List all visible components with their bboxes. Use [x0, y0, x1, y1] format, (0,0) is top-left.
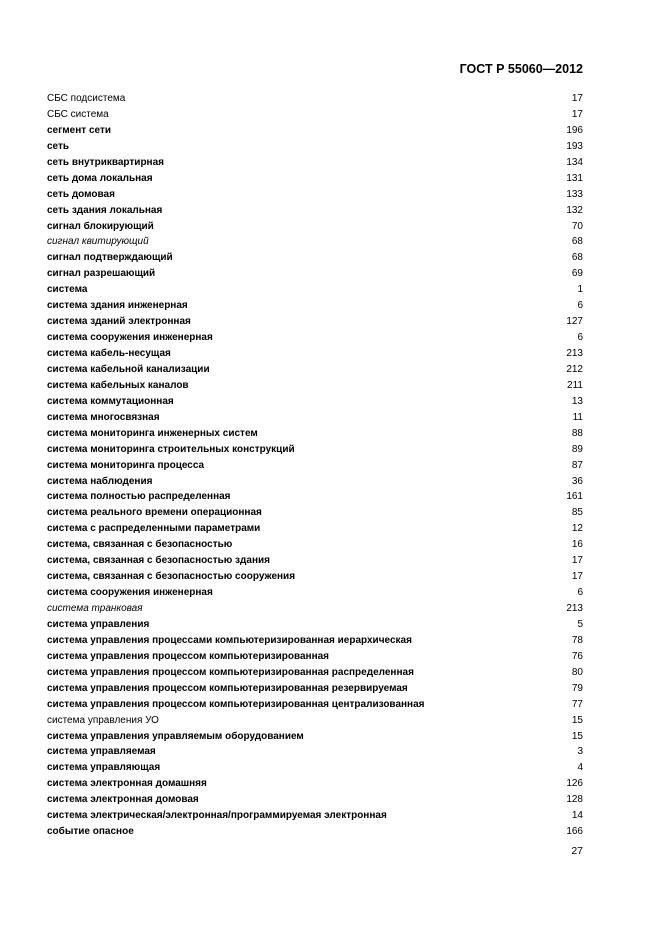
index-term: система управления процессом компьютеризированная резервируемая — [47, 682, 408, 694]
index-term: система управления процессом компьютеризированная централизованная — [47, 698, 425, 710]
index-entry — [47, 250, 583, 266]
index-term: система электронная домовая — [47, 794, 199, 806]
index-term: система кабельных каналов — [47, 379, 189, 391]
index-term: система сооружения инженерная — [47, 587, 213, 599]
index-page-ref: 131 — [566, 172, 583, 184]
index-page-ref: 133 — [566, 188, 583, 200]
index-page-ref: 213 — [566, 348, 583, 359]
index-page-ref: 213 — [566, 603, 583, 614]
index-entry — [47, 314, 583, 330]
index-entry — [47, 187, 583, 203]
index-term: система, связанная с безопасностью — [47, 539, 233, 551]
index-page-ref: 17 — [571, 93, 583, 104]
index-entry — [47, 282, 583, 298]
page-number: 27 — [571, 845, 583, 857]
index-term: сигнал блокирующий — [47, 220, 154, 232]
index-entry — [47, 346, 583, 362]
index-term: система с распределенными параметрами — [47, 523, 261, 535]
index-entry — [47, 378, 583, 394]
index-page-ref: 6 — [577, 300, 583, 312]
index-term: система управляющая — [47, 762, 161, 774]
index-entry — [47, 139, 583, 155]
index-term: система управления УО — [47, 714, 159, 726]
index-page-ref: 5 — [577, 618, 583, 630]
index-page-ref: 77 — [571, 698, 583, 710]
index-page-ref: 68 — [571, 252, 583, 264]
index-page-ref: 134 — [566, 156, 583, 168]
index-term: система управления процессом компьютеризированная распределенная — [47, 666, 414, 678]
index-entry — [47, 107, 583, 123]
index-entry — [47, 760, 583, 776]
index-term: система мониторинга процесса — [47, 459, 205, 471]
index-term: сеть здания локальная — [47, 204, 163, 216]
index-page-ref: 3 — [577, 746, 583, 758]
index-page-ref: 11 — [572, 411, 583, 423]
index-page-ref: 16 — [571, 539, 583, 551]
index-term: СБС подсистема — [47, 93, 126, 104]
index-entry — [47, 123, 583, 139]
index-page-ref: 78 — [571, 634, 583, 646]
index-page-ref: 212 — [566, 363, 583, 375]
index-term: сеть домовая — [47, 188, 115, 200]
index-page-ref: 126 — [566, 778, 583, 790]
index-term: система многосвязная — [47, 411, 160, 423]
index-entry — [47, 442, 583, 458]
index-entry — [47, 234, 583, 250]
index-page-ref: 85 — [571, 507, 583, 519]
index-page-ref: 13 — [571, 395, 583, 407]
index-term: система полностью распределенная — [47, 491, 231, 503]
index-term: система электронная домашняя — [47, 778, 207, 790]
index-term: система транковая — [47, 603, 143, 614]
index-term: система кабель-несущая — [47, 348, 171, 359]
index-page-ref: 88 — [571, 427, 583, 439]
index-term: сегмент сети — [47, 124, 111, 136]
index-page-ref: 68 — [571, 236, 583, 248]
index-term: СБС система — [47, 108, 109, 120]
index-term: сигнал подтверждающий — [47, 252, 173, 264]
index-term: система мониторинга инженерных систем — [47, 427, 258, 439]
index-term: система зданий электронная — [47, 316, 191, 328]
index-entry — [47, 91, 583, 107]
index-list — [47, 91, 583, 840]
index-page-ref: 161 — [566, 491, 583, 503]
index-entry — [47, 474, 583, 490]
index-page-ref: 4 — [577, 762, 583, 774]
index-entry — [47, 426, 583, 442]
index-term: система кабельной канализации — [47, 363, 210, 375]
index-page-ref: 193 — [566, 140, 583, 152]
index-page-ref: 6 — [577, 587, 583, 599]
index-page-ref: 17 — [571, 571, 583, 583]
index-term: система здания инженерная — [47, 300, 188, 312]
index-entry — [47, 808, 583, 824]
index-term: сеть дома локальная — [47, 172, 153, 184]
index-term: сигнал квитирующий — [47, 236, 149, 248]
index-term: сеть — [47, 140, 70, 152]
index-term: система управляемая — [47, 746, 156, 758]
index-entry — [47, 410, 583, 426]
index-page-ref: 1 — [577, 284, 583, 296]
index-term: система электрическая/электронная/программируемая электронная — [47, 810, 387, 822]
index-entry — [47, 744, 583, 760]
index-entry — [47, 330, 583, 346]
index-entry — [47, 681, 583, 697]
index-term: система, связанная с безопасностью сооружения — [47, 571, 296, 583]
index-entry — [47, 266, 583, 282]
index-entry — [47, 665, 583, 681]
index-entry — [47, 394, 583, 410]
index-entry — [47, 203, 583, 219]
index-entry — [47, 362, 583, 378]
index-term: сигнал разрешающий — [47, 268, 156, 280]
index-entry — [47, 219, 583, 235]
index-entry — [47, 171, 583, 187]
index-page-ref: 70 — [571, 220, 583, 232]
index-entry — [47, 298, 583, 314]
index-page-ref: 196 — [566, 124, 583, 136]
index-page-ref: 132 — [566, 204, 583, 216]
index-entry — [47, 521, 583, 537]
index-term: система управления процессами компьютеризированная иерархическая — [47, 634, 412, 646]
index-term: система наблюдения — [47, 475, 153, 487]
index-page-ref: 6 — [577, 332, 583, 344]
index-page-ref: 36 — [571, 475, 583, 487]
index-page-ref: 76 — [571, 650, 583, 662]
index-entry — [47, 776, 583, 792]
index-entry — [47, 489, 583, 505]
index-page-ref: 15 — [571, 730, 583, 742]
index-page-ref: 211 — [567, 379, 583, 391]
document-header: ГОСТ Р 55060—2012 — [459, 62, 583, 76]
index-page-ref: 127 — [566, 316, 583, 328]
index-term: система управления управляемым оборудованием — [47, 730, 304, 742]
index-entry — [47, 585, 583, 601]
index-page-ref: 14 — [571, 810, 583, 822]
index-page-ref: 15 — [571, 714, 583, 726]
index-term: система управления — [47, 618, 150, 630]
index-term: система реального времени операционная — [47, 507, 262, 519]
index-entry — [47, 569, 583, 585]
index-page-ref: 80 — [571, 666, 583, 678]
index-page-ref: 12 — [571, 523, 583, 535]
index-entry — [47, 458, 583, 474]
index-entry — [47, 505, 583, 521]
index-term: система сооружения инженерная — [47, 332, 213, 344]
index-page-ref: 89 — [571, 443, 583, 455]
index-entry — [47, 633, 583, 649]
index-entry — [47, 713, 583, 729]
index-entry — [47, 824, 583, 840]
index-page-ref: 69 — [571, 268, 583, 280]
index-term: система — [47, 284, 88, 296]
index-entry — [47, 729, 583, 745]
index-entry — [47, 155, 583, 171]
index-page-ref: 17 — [571, 555, 583, 567]
index-term: система мониторинга строительных конструкций — [47, 443, 295, 455]
index-term: система, связанная с безопасностью здания — [47, 555, 270, 567]
index-page-ref: 79 — [571, 682, 583, 694]
index-term: событие опасное — [47, 826, 134, 838]
index-page-ref: 166 — [566, 826, 583, 838]
index-entry — [47, 697, 583, 713]
index-term: система управления процессом компьютеризированная — [47, 650, 330, 662]
index-entry — [47, 553, 583, 569]
index-page-ref: 128 — [566, 794, 583, 806]
index-entry — [47, 537, 583, 553]
index-entry — [47, 792, 583, 808]
index-page-ref: 17 — [571, 108, 583, 120]
index-entry — [47, 649, 583, 665]
index-term: система коммутационная — [47, 395, 174, 407]
index-term: сеть внутриквартирная — [47, 156, 164, 168]
index-page-ref: 87 — [571, 459, 583, 471]
index-entry — [47, 601, 583, 617]
index-entry — [47, 617, 583, 633]
